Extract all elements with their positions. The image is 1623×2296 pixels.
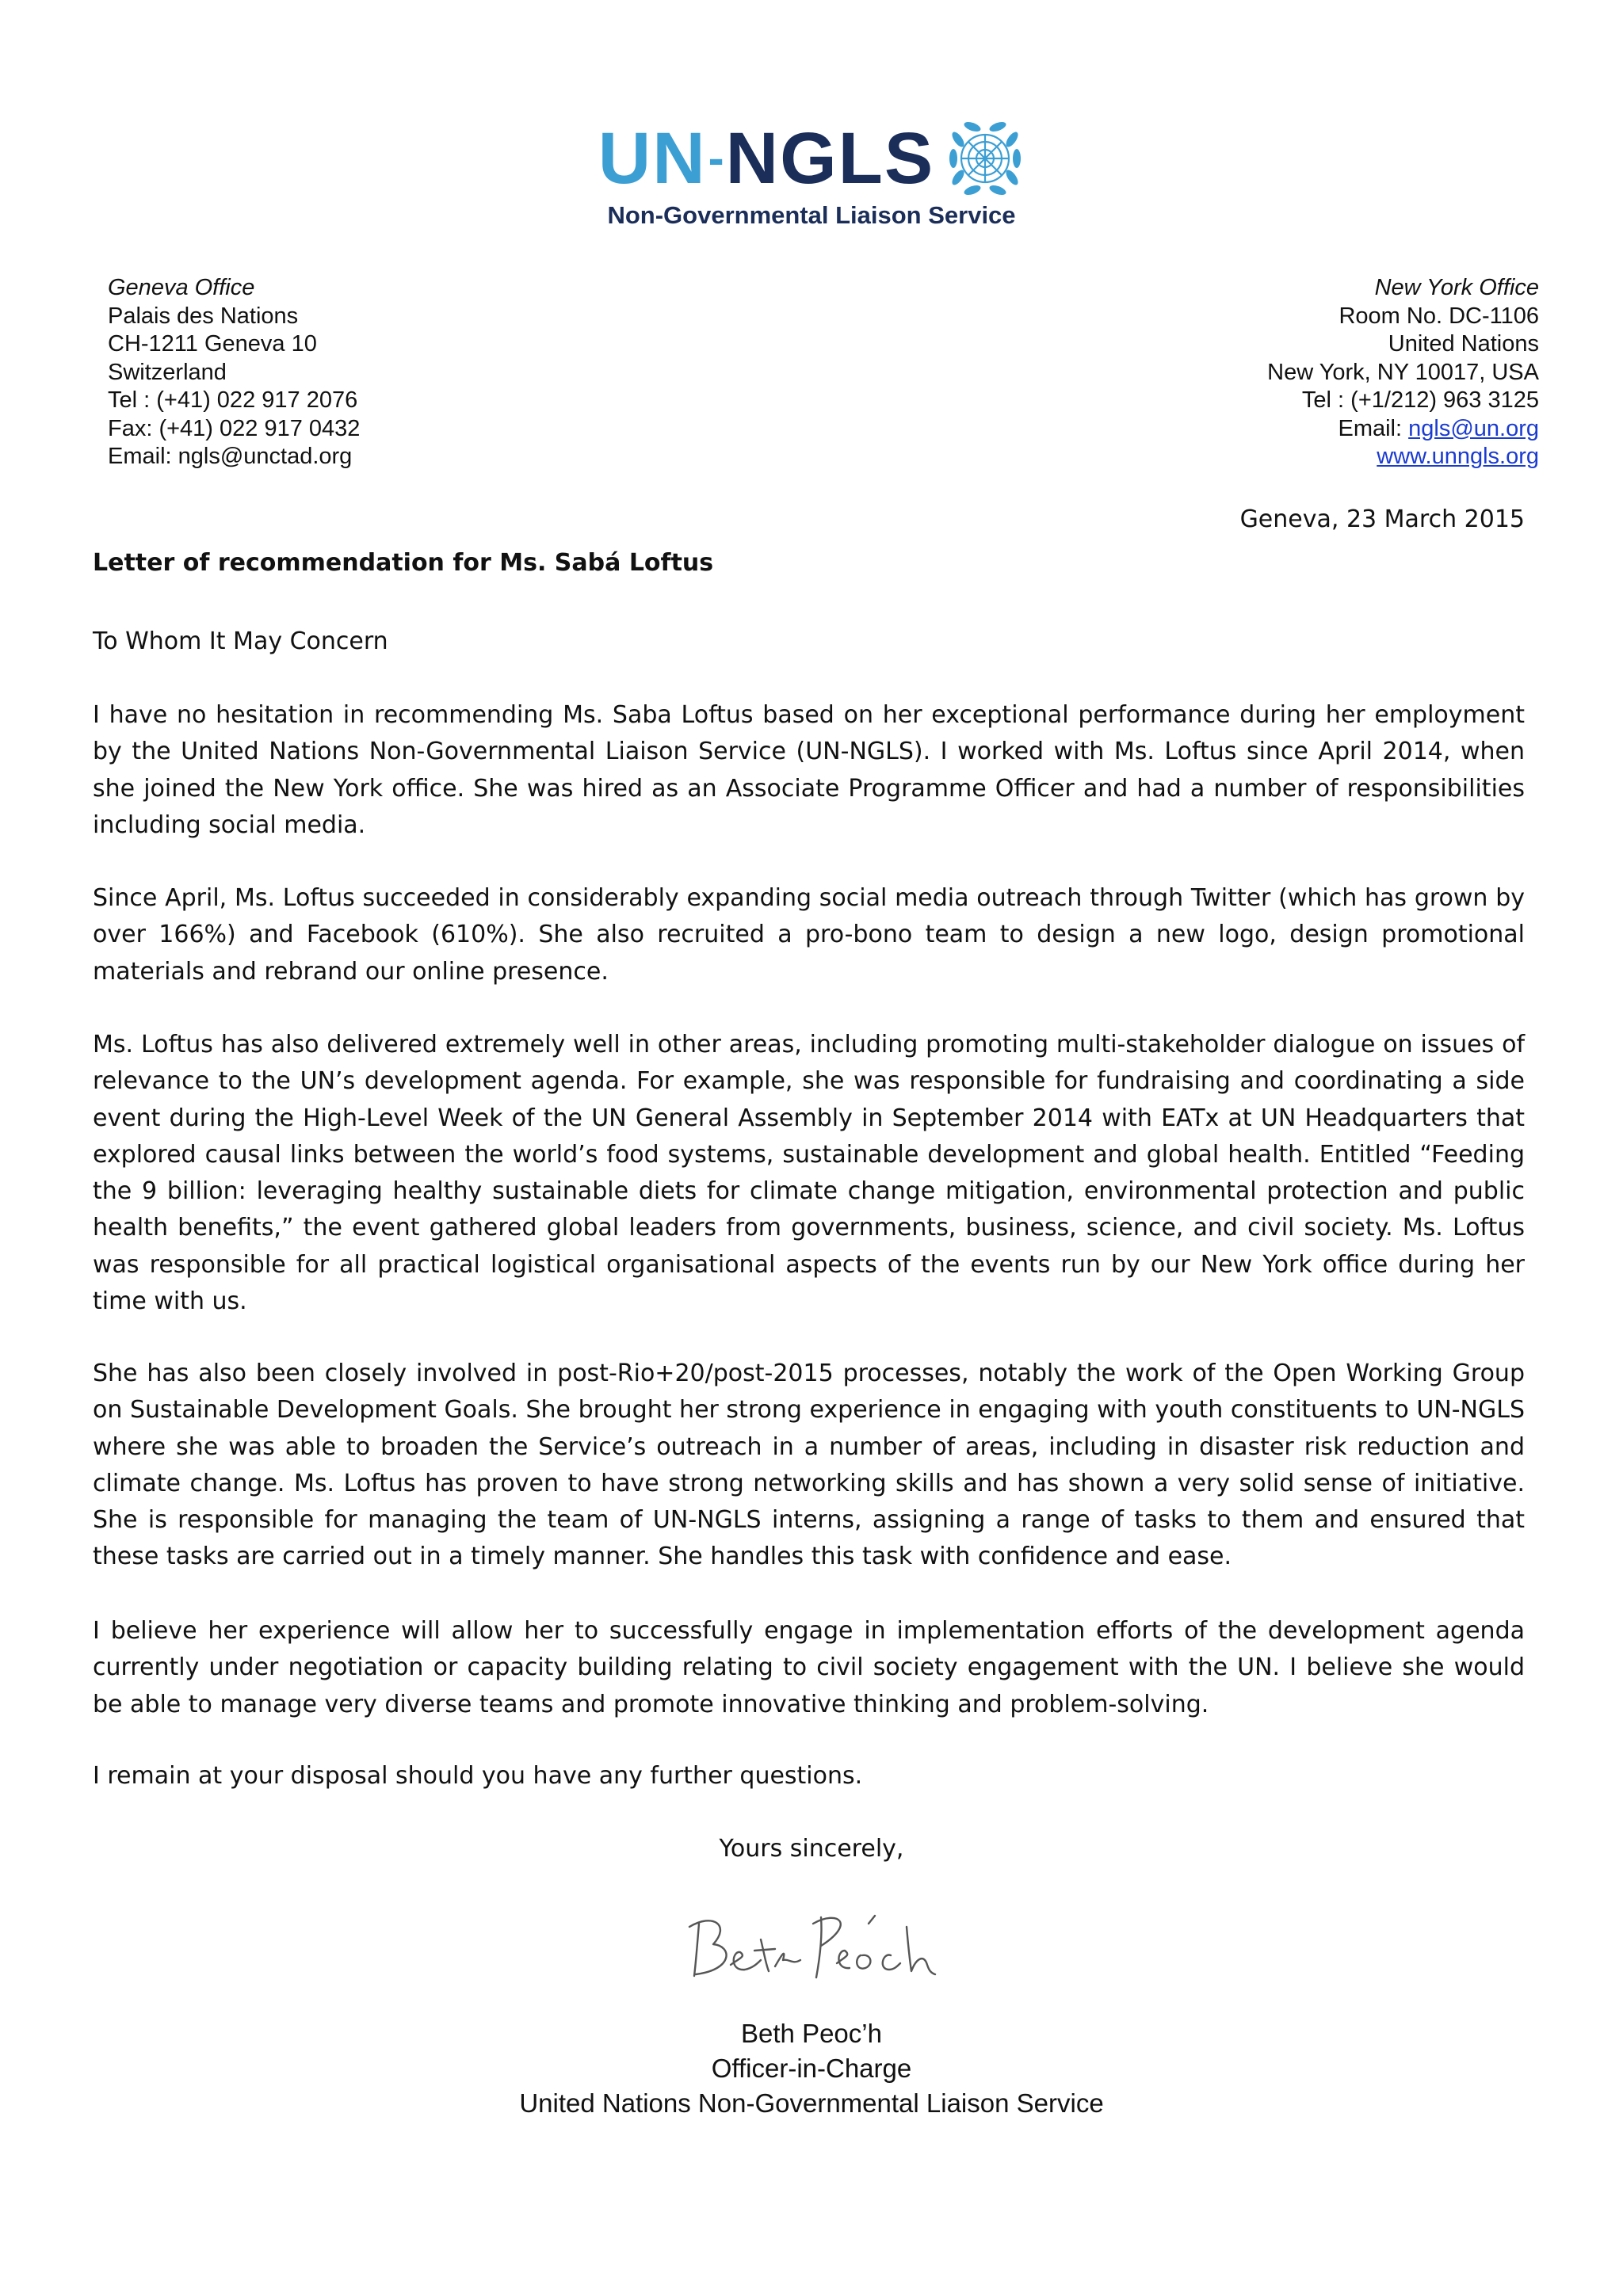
geneva-email: Email: ngls@unctad.org [108,444,353,469]
geneva-office-address [108,274,360,471]
logo-ngls-text: NGLS [725,118,935,199]
logo-un-text: UN [598,118,707,199]
letter-salutation: To Whom It May Concern [93,627,388,655]
website-link[interactable]: www.unngls.org [1377,444,1539,469]
geneva-address-line: Palais des Nations [108,303,299,329]
new-york-email-label: Email: [1338,415,1409,441]
signer-organization: United Nations Non-Governmental Liaison Service [519,2088,1104,2118]
geneva-office-title: Geneva Office [108,275,255,300]
body-paragraph: I believe her experience will allow her to successfully engage in implementation efforts of the development agenda currently under negotiation or capacity building relating to civil society engagement with the UN. I believe she would be able to manage very diverse teams and promote innovative thinking and problem-solving. [93,1617,1525,1718]
new-york-email-link[interactable]: ngls@un.org [1408,415,1539,441]
new-york-tel: Tel : (+1/212) 963 3125 [1301,387,1539,413]
new-york-address-line: Room No. DC-1106 [1338,303,1539,329]
body-paragraph: I have no hesitation in recommending Ms. Saba Loftus based on her exceptional performance during her employment by the United Nations Non-Governmental Liaison Service (UN-NGLS). I worked with Ms. Loftus since April 2014, when she joined the New York office. She was hired as an Associate Programme Officer and had a number of responsibilities including social media. [93,701,1525,839]
body-paragraph: Since April, Ms. Loftus succeeded in considerably expanding social media outreach through Twitter (which has grown by over 166%) and Facebook (610%). She also recruited a pro-bono team to design a new logo, design promotional materials and rebrand our online presence. [93,884,1525,986]
body-paragraph: She has also been closely involved in post-Rio+20/post-2015 processes, notably the work of the Open Working Group on Sustainable Development Goals. She brought her strong experience in engaging with youth constituents to UN-NGLS where she was able to broaden the Service’s outreach in a number of areas, including in disaster risk reduction and climate change. Ms. Loftus has proven to have strong networking skills and has shown a very solid sense of initiative. She is responsible for managing the team of UN-NGLS interns, assigning a range of tasks to them and ensured that these tasks are carried out in a timely manner. She handles this task with confidence and ease. [93,1360,1525,1571]
geneva-address-line: Switzerland [108,359,227,385]
geneva-tel: Tel : (+41) 022 917 2076 [108,387,358,413]
new-york-website-row [1267,443,1539,471]
logo-dash: - [708,132,724,185]
new-york-address-line: New York, NY 10017, USA [1267,359,1539,385]
body-paragraph: Ms. Loftus has also delivered extremely well in other areas, including promoting multi-stakeholder dialogue on issues of relevance to the UN’s development agenda. For example, she was responsible for fundraising and coordinating a side event during the High-Level Week of the UN General Assembly in September 2014 with EATx at UN Headquarters that explored causal links between the world’s food systems, sustainable development and global health. Entitled “Feeding the 9 billion: leveraging healthy sustainable diets for climate change mitigation, environmental protection and public health benefits,” the event gathered global leaders from governments, business, science, and civil society. Ms. Loftus was responsible for all practical logistical organisational aspects of the events run by our New York office during her time with us. [93,1031,1525,1316]
geneva-fax: Fax: (+41) 022 917 0432 [108,415,361,441]
signer-title: Officer-in-Charge [711,2054,912,2083]
geneva-address-line: CH-1211 Geneva 10 [108,331,317,357]
un-emblem-icon [945,119,1025,198]
handwritten-signature [682,1900,943,1987]
logo-wordmark [598,119,1025,198]
letter-date: Geneva, 23 March 2015 [1239,505,1525,533]
body-paragraph: I remain at your disposal should you have any further questions. [93,1762,863,1790]
logo-subtitle: Non-Governmental Liaison Service [607,201,1016,229]
letter-subject: Letter of recommendation for Ms. Sabá Loftus [93,549,714,577]
signer-block [0,2016,1623,2121]
new-york-office-address [1267,274,1539,471]
signer-name: Beth Peoc’h [741,2019,882,2048]
new-york-email-row [1267,415,1539,444]
letter-closing: Yours sincerely, [719,1835,904,1863]
new-york-address-line: United Nations [1388,331,1539,357]
new-york-office-title: New York Office [1374,275,1539,300]
un-ngls-logo [0,119,1623,230]
